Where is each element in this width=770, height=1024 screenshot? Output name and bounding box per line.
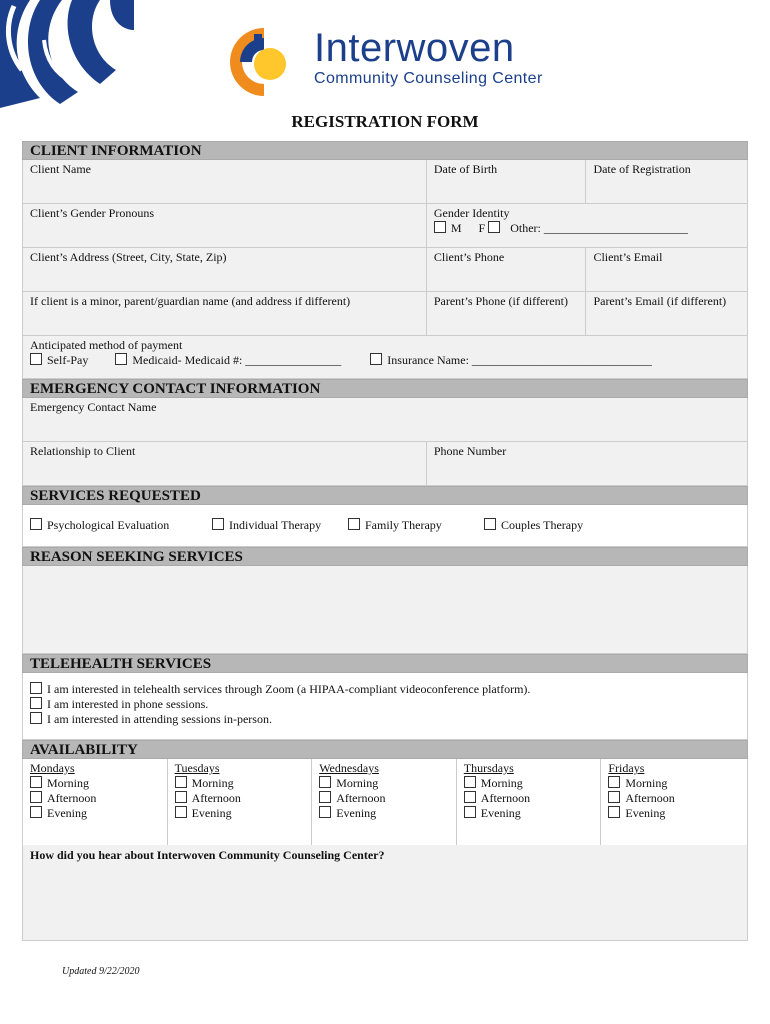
slot-morning[interactable] [464,776,594,791]
telehealth-phone-option[interactable] [30,697,740,712]
checkbox-icon[interactable] [30,518,42,530]
slot-label: Morning [336,776,379,790]
slot-morning[interactable] [30,776,160,791]
brand-subtitle: Community Counseling Center [314,70,543,87]
insurance-label: Insurance Name: ______________________________ [387,353,652,367]
slot-label: Afternoon [336,791,386,805]
referral-row [22,845,748,941]
availability-mondays [23,759,168,845]
reason-text-area[interactable] [22,566,748,654]
form-title: REGISTRATION FORM [291,112,479,131]
service-couples-therapy[interactable] [484,518,583,533]
availability-wednesdays [312,759,457,845]
client-name-field[interactable]: Client Name [23,160,427,203]
medicaid-option[interactable] [115,353,341,368]
date-of-birth-field[interactable]: Date of Birth [427,160,587,203]
slot-label: Afternoon [47,791,97,805]
gender-f-label: F [478,221,486,235]
slot-afternoon[interactable] [30,791,160,806]
client-row-guardian [22,292,748,336]
date-of-registration-field[interactable]: Date of Registration [593,162,691,176]
slot-label: Afternoon [625,791,675,805]
client-email-field[interactable]: Client’s Email [593,250,663,264]
slot-evening[interactable] [464,806,594,821]
services-options [23,505,747,546]
checkbox-icon[interactable] [488,221,500,233]
checkbox-icon[interactable] [464,776,476,788]
service-psychological-evaluation[interactable] [30,518,212,533]
client-row-address [22,248,748,292]
availability-thursdays [457,759,602,845]
telehealth-label: I am interested in attending sessions in-person. [47,712,272,726]
gender-m-label: M [450,221,462,235]
checkbox-icon[interactable] [319,776,331,788]
client-address-field[interactable]: Client’s Address (Street, City, State, Zip) [23,248,427,291]
telehealth-label: I am interested in telehealth services through Zoom (a HIPAA-compliant videoconference platform). [47,682,531,696]
client-information-heading: CLIENT INFORMATION [22,141,748,160]
client-row-name [22,160,748,204]
checkbox-icon[interactable] [30,697,42,709]
slot-evening[interactable] [175,806,305,821]
checkbox-icon[interactable] [30,791,42,803]
checkbox-icon[interactable] [115,353,127,365]
checkbox-icon[interactable] [608,806,620,818]
checkbox-icon[interactable] [175,776,187,788]
medicaid-label: Medicaid- Medicaid #: ________________ [132,353,342,367]
gender-other-option[interactable] [510,221,688,236]
interwoven-logo-icon [226,24,302,100]
gender-identity-label: Gender Identity [433,206,510,220]
slot-label: Morning [47,776,89,790]
slot-label: Evening [336,806,377,820]
slot-morning[interactable] [319,776,449,791]
slot-evening[interactable] [30,806,160,821]
service-label: Individual Therapy [229,518,322,532]
telehealth-services-heading: TELEHEALTH SERVICES [22,654,748,673]
checkbox-icon[interactable] [175,791,187,803]
slot-evening[interactable] [319,806,449,821]
availability-tuesdays [168,759,313,845]
self-pay-label: Self-Pay [47,353,89,367]
relationship-field[interactable]: Relationship to Client [23,442,427,485]
availability-row [22,759,748,845]
gender-other-label: Other: ________________________ [510,221,688,235]
telehealth-label: I am interested in phone sessions. [47,697,209,711]
slot-label: Morning [191,776,234,790]
slot-label: Evening [191,806,232,820]
client-row-gender [22,204,748,248]
checkbox-icon[interactable] [319,791,331,803]
slot-morning[interactable] [175,776,305,791]
checkbox-icon[interactable] [30,806,42,818]
reason-seeking-services-heading: REASON SEEKING SERVICES [22,547,748,566]
checkbox-icon[interactable] [484,518,496,530]
telehealth-options [23,673,747,739]
service-family-therapy[interactable] [348,518,484,533]
emergency-contact-name-field[interactable]: Emergency Contact Name [30,400,157,414]
service-label: Couples Therapy [501,518,584,532]
day-title: Tuesdays [174,761,220,775]
day-title: Thursdays [463,761,514,775]
checkbox-icon[interactable] [30,682,42,694]
checkbox-icon[interactable] [319,806,331,818]
checkbox-icon[interactable] [348,518,360,530]
checkbox-icon[interactable] [464,806,476,818]
services-row [22,505,748,547]
gender-m-option[interactable] [434,221,462,236]
day-title: Fridays [608,761,645,775]
registration-form [22,141,748,941]
checkbox-icon[interactable] [30,712,42,724]
slot-afternoon[interactable] [608,791,740,806]
availability-fridays [601,759,747,845]
day-title: Mondays [30,761,75,775]
referral-question-field[interactable]: How did you hear about Interwoven Community Counseling Center? [30,848,385,862]
client-phone-field[interactable]: Client’s Phone [427,248,587,291]
slot-morning[interactable] [608,776,740,791]
slot-afternoon[interactable] [464,791,594,806]
gender-pronouns-field[interactable]: Client’s Gender Pronouns [23,204,427,247]
service-individual-therapy[interactable] [212,518,348,533]
availability-heading: AVAILABILITY [22,740,748,759]
checkbox-icon[interactable] [30,776,42,788]
slot-label: Evening [625,806,666,820]
payment-method-label: Anticipated method of payment [30,338,183,352]
guardian-field[interactable]: If client is a minor, parent/guardian name (and address if different) [23,292,427,335]
checkbox-icon[interactable] [608,791,620,803]
service-label: Psychological Evaluation [47,518,170,532]
brand-logo [226,24,546,94]
checkbox-icon[interactable] [30,353,42,365]
updated-date-note: Updated 9/22/2020 [62,966,140,977]
corner-logo-graphic [0,0,140,108]
emergency-phone-field[interactable]: Phone Number [433,444,507,458]
brand-name: Interwoven [314,26,515,70]
slot-label: Evening [480,806,521,820]
gender-f-option[interactable] [479,221,506,236]
payment-method-field [23,336,747,378]
slot-label: Morning [480,776,523,790]
telehealth-row [22,673,748,740]
slot-afternoon[interactable] [319,791,449,806]
checkbox-icon[interactable] [175,806,187,818]
service-label: Family Therapy [365,518,442,532]
services-requested-heading: SERVICES REQUESTED [22,486,748,505]
slot-afternoon[interactable] [175,791,305,806]
emergency-row-relationship [22,442,748,486]
parent-phone-field[interactable]: Parent’s Phone (if different) [427,292,587,335]
insurance-option[interactable] [370,353,652,368]
checkbox-icon[interactable] [370,353,382,365]
gender-identity-field [427,204,747,247]
checkbox-icon[interactable] [434,221,446,233]
day-title: Wednesdays [319,761,379,775]
slot-label: Morning [625,776,668,790]
slot-label: Evening [47,806,87,820]
slot-label: Afternoon [480,791,531,805]
parent-email-field[interactable]: Parent’s Email (if different) [593,294,727,308]
checkbox-icon[interactable] [212,518,224,530]
slot-label: Afternoon [191,791,241,805]
slot-evening[interactable] [608,806,740,821]
checkbox-icon[interactable] [464,791,476,803]
telehealth-zoom-option[interactable] [30,682,740,697]
emergency-contact-heading: EMERGENCY CONTACT INFORMATION [22,379,748,398]
telehealth-in-person-option[interactable] [30,712,740,727]
client-row-payment [22,336,748,379]
self-pay-option[interactable] [30,353,88,368]
checkbox-icon[interactable] [608,776,620,788]
emergency-row-name [22,398,748,442]
